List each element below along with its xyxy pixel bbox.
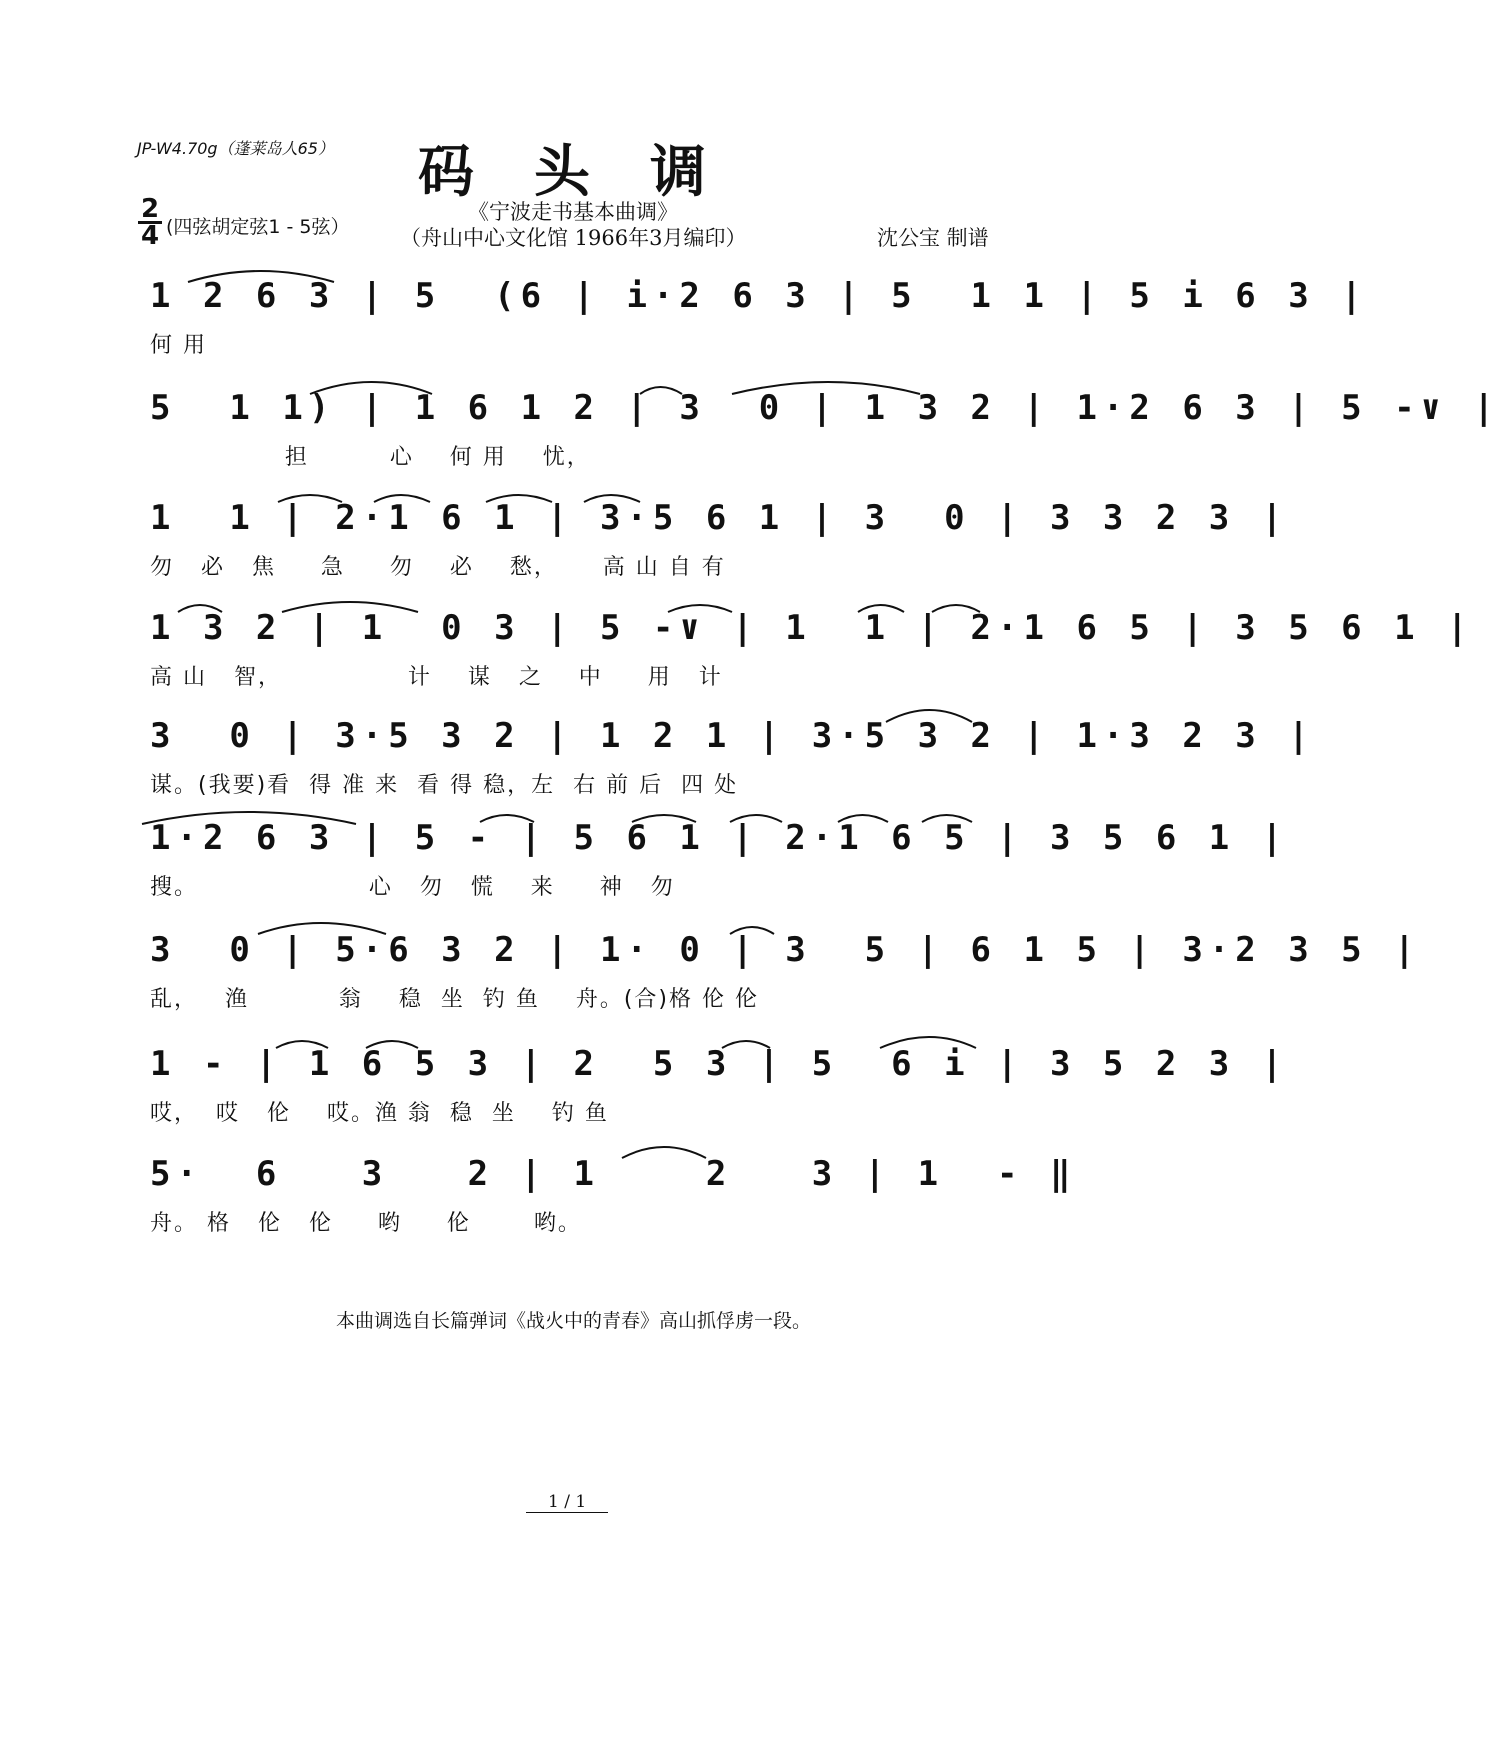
staff-1 bbox=[0, 266, 1368, 376]
slur-marks bbox=[0, 1034, 1272, 1144]
staff-5 bbox=[0, 706, 1315, 816]
staff-2 bbox=[0, 378, 1500, 488]
staff-lyrics: 乱， 渔 翁 稳 坐 钓 鱼 舟。(合)格 伦 伦 bbox=[150, 987, 759, 1012]
staff-7 bbox=[0, 920, 1421, 1030]
source-id: JP-W4.70g（蓬莱岛人65） bbox=[137, 139, 334, 158]
staff-notes: 1 - | 1 6 5 3 | 2 5 3 | 5 6 i | 3 5 2 3 | bbox=[150, 1044, 1289, 1084]
tuning-note: (四弦胡定弦1 - 5弦） bbox=[166, 216, 350, 238]
time-signature bbox=[138, 194, 162, 251]
staff-6 bbox=[0, 808, 1289, 918]
staff-4 bbox=[0, 598, 1474, 708]
staff-8 bbox=[0, 1034, 1289, 1144]
time-sig-bottom: 4 bbox=[140, 221, 160, 251]
slur-marks bbox=[0, 706, 1272, 816]
staff-lyrics: 舟。 格 伦 伦 哟 伦 哟。 bbox=[150, 1211, 582, 1236]
slur-marks bbox=[0, 808, 1272, 918]
page-number: 1 / 1 bbox=[526, 1492, 608, 1513]
staff-lyrics: 何 用 bbox=[150, 333, 207, 358]
staff-9 bbox=[0, 1144, 1272, 1254]
subtitle-collection: 《宁波走书基本曲调》 bbox=[468, 200, 678, 224]
staff-notes: 1·2 6 3 | 5 - | 5 6 1 | 2·1 6 5 | 3 5 6 1 | bbox=[150, 818, 1289, 858]
staff-lyrics: 哎， 哎 伦 哎。渔 翁 稳 坐 钓 鱼 bbox=[150, 1101, 609, 1126]
staff-notes: 5· 6 3 2 | 1 2 3 | 1 - ‖ bbox=[150, 1154, 1077, 1194]
slur-marks bbox=[0, 378, 1272, 488]
slur-marks bbox=[0, 488, 1272, 598]
footer-note: 本曲调选自长篇弹词《战火中的青春》高山抓俘虏一段。 bbox=[336, 1310, 812, 1332]
staff-notes: 1 2 6 3 | 5 (6 | i·2 6 3 | 5 1 1 | 5 i 6 3 | bbox=[150, 276, 1368, 316]
staff-lyrics: 搜。 心 勿 慌 来 神 勿 bbox=[150, 875, 675, 900]
staff-notes: 5 1 1) | 1 6 1 2 | 3 0 | 1 3 2 | 1·2 6 3 | 5 -∨ | bbox=[150, 388, 1500, 428]
staff-lyrics: 担 心 何 用 忧， bbox=[150, 445, 591, 470]
time-sig-top: 2 bbox=[140, 194, 160, 224]
slur-marks bbox=[0, 266, 1272, 376]
subtitle-publisher: （舟山中心文化馆 1966年3月编印） bbox=[400, 226, 747, 250]
slur-marks bbox=[0, 598, 1272, 708]
staff-notes: 3 0 | 3·5 3 2 | 1 2 1 | 3·5 3 2 | 1·3 2 3 | bbox=[150, 716, 1315, 756]
page-title: 码头调 bbox=[418, 140, 766, 205]
staff-lyrics: 勿 必 焦 急 勿 必 愁， 高 山 自 有 bbox=[150, 555, 726, 580]
staff-notes: 1 1 | 2·1 6 1 | 3·5 6 1 | 3 0 | 3 3 2 3 | bbox=[150, 498, 1289, 538]
staff-lyrics: 高 山 智， 计 谋 之 中 用 计 bbox=[150, 665, 723, 690]
staff-lyrics: 谋。(我要)看 得 准 来 看 得 稳，左 右 前 后 四 处 bbox=[150, 773, 739, 798]
arranger: 沈公宝 制谱 bbox=[877, 226, 989, 250]
staff-notes: 3 0 | 5·6 3 2 | 1· 0 | 3 5 | 6 1 5 | 3·2 3 5 | bbox=[150, 930, 1421, 970]
slur-marks bbox=[0, 1144, 1272, 1254]
slur-marks bbox=[0, 920, 1272, 1030]
staff-3 bbox=[0, 488, 1289, 598]
staff-notes: 1 3 2 | 1 0 3 | 5 -∨ | 1 1 | 2·1 6 5 | 3 5 6 1 | bbox=[150, 608, 1474, 648]
